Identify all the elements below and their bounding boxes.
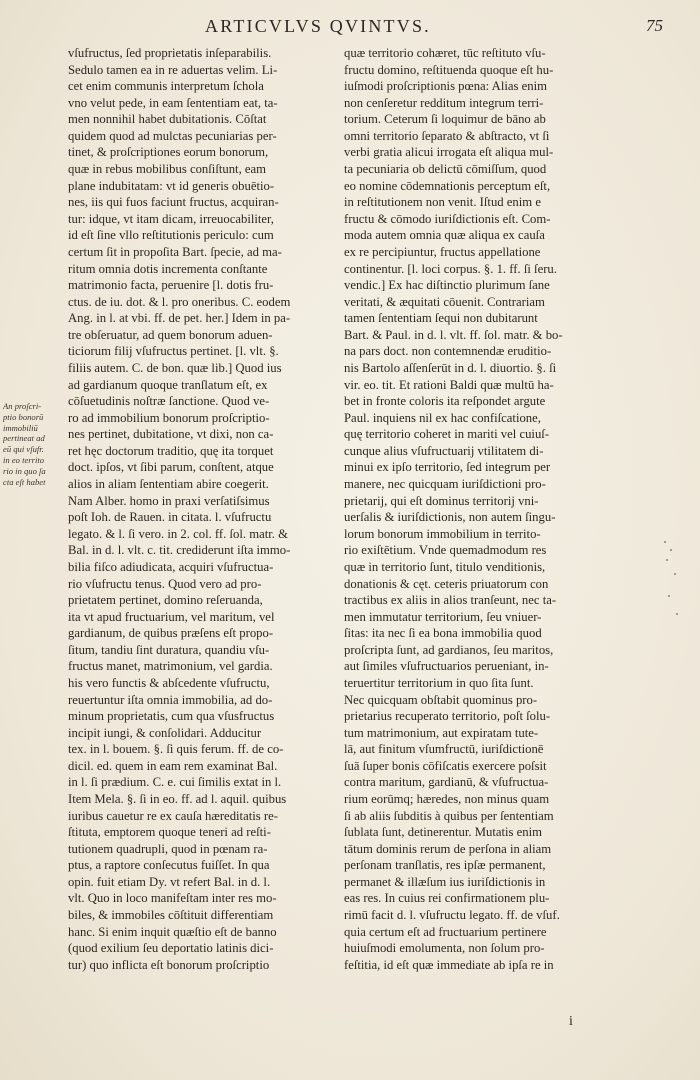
text-line: proſcripta ſunt, ad gardianos, ſeu maritos, xyxy=(344,642,554,657)
text-line: id eſt ſine vllo reſtitutionis periculo: cum xyxy=(68,228,274,243)
text-line: poſt Ioh. de Rauen. in citata. l. vſufructu xyxy=(68,510,272,525)
text-line: tur: idque, vt itam dicam, irreuocabiliter, xyxy=(68,211,274,226)
text-line: men immutatur territorium, ſeu vniuer- xyxy=(344,609,542,624)
text-line: teruertitur territorium in quo ſita ſunt. xyxy=(344,675,534,690)
margin-note-line: pertineat ad xyxy=(3,433,45,444)
text-line: continentur. [l. loci corpus. §. 1. ff. ſi ſeru. xyxy=(344,261,557,276)
text-line: iuſmodi proſcriptionis pœna: Alias enim xyxy=(344,79,547,94)
text-line: iuribus cauetur re ex cauſa hæreditatis re- xyxy=(68,808,278,823)
text-line: ſi ab aliis ſubditis à quibus per ſententiam xyxy=(344,808,554,823)
right-text-column xyxy=(344,45,622,973)
text-line: (quod exilium ſeu deportatio latinis dici- xyxy=(68,941,274,956)
text-line: Bart. & Paul. in d. l. vlt. ff. ſol. matr. & bo- xyxy=(344,327,563,342)
text-line: ritum omnia dotis incrementa conſtante xyxy=(68,261,268,276)
text-line: plane indubitatam: vt id generis obuētio- xyxy=(68,178,275,193)
text-line: lā, aut finitum vſumfructū, iuriſdictionē xyxy=(344,742,544,757)
text-line: ſuā ſuper bonis cōfiſcatis exercere poſsit xyxy=(344,758,547,773)
text-line: Bal. in d. l. vlt. c. tit. crediderunt iſta immo- xyxy=(68,543,291,558)
text-line: fructu & cōmodo iuriſdictionis eſt. Com- xyxy=(344,211,551,226)
text-line: nes pertinet, dubitatione, vt dixi, non ca- xyxy=(68,427,274,442)
text-line: prietatem pertinet, domino reſeruanda, xyxy=(68,593,263,608)
text-line: tamen ſententiam ſequi non dubitarunt xyxy=(344,311,538,326)
text-line: quæ in territorio ſunt, titulo venditionis, xyxy=(344,559,546,574)
text-line: tum matrimonium, aut expiratam tute- xyxy=(344,725,539,740)
text-line: ta pecuniaria ob delictū cōmiſſum, quod xyxy=(344,162,547,177)
text-line: Paul. inquiens nil ex hac confiſcatione, xyxy=(344,410,541,425)
text-line: eas res. In cuius rei confirmationem plu- xyxy=(344,891,550,906)
text-line: vendic.] Ex hac diſtinctio plurimum ſane xyxy=(344,278,550,293)
text-line: nis Bartolo aſſenſerūt in d. l. diuortio. §. ſi xyxy=(344,360,557,375)
text-line: ret hęc doctorum traditio, quę ita torquet xyxy=(68,443,274,458)
text-line: bet in fronte coloris ita reſpondet argute xyxy=(344,394,546,409)
text-line: quę territorio coheret in mariti vel cuiuſ- xyxy=(344,427,550,442)
text-line: omni territorio ſeparato & abſtracto, vt ſi xyxy=(344,128,550,143)
text-line: opin. fuit etiam Dy. vt refert Bal. in d. l. xyxy=(68,874,271,889)
text-line: Sedulo tamen ea in re aduertas velim. Li- xyxy=(68,62,278,77)
text-line: tutionem quadrupli, quod in pœnam ra- xyxy=(68,841,268,856)
text-line: alios in aliam ſententiam abire coegerit. xyxy=(68,477,269,492)
text-line: quia certum eſt ad fructuarium pertinere xyxy=(344,924,547,939)
text-line: incipit iungi, & conſolidari. Adducitur xyxy=(68,725,262,740)
text-line: rio vſufructu tenus. Quod vero ad pro- xyxy=(68,576,262,591)
margin-note-line: An proſcri- xyxy=(3,401,42,411)
text-line: certum ſit in propoſita Bart. ſpecie, ad ma- xyxy=(68,244,282,259)
text-line: his vero functis & abſcedente vſufructu, xyxy=(68,675,270,690)
text-line: tātum dominis rerum de perſona in aliam xyxy=(344,841,552,856)
text-line: tractibus ex aliis in alios tranſeunt, nec ta- xyxy=(344,593,557,608)
text-line: nes, iis qui fuos faciunt fructus, acquiran- xyxy=(68,195,279,210)
text-line: in l. ſi prædium. C. e. cui ſimilis extat in l. xyxy=(68,775,282,790)
text-line: in reſtitutionem non venit. Iſtud enim e xyxy=(344,195,541,210)
text-line: lorum bonorum immobilium in territo- xyxy=(344,526,541,541)
margin-note-line: ptio bonorū xyxy=(3,411,44,422)
text-line: donationis & cęt. ceteris priuatorum con xyxy=(344,576,549,591)
text-line: Nam Alber. homo in praxi verſatiſsimus xyxy=(68,493,270,508)
text-line: aut ſimiles vſufructuarios perueniant, in- xyxy=(344,659,549,674)
text-line: Nec quicquam obſtabit quominus pro- xyxy=(344,692,538,707)
text-line: quidem quod ad mulctas pecuniarias per- xyxy=(68,128,277,143)
text-line: uerſalis & iuriſdictionis, non autem ſingu- xyxy=(344,510,556,525)
text-line: prietarij, qui eſt dominus territorij vni- xyxy=(344,493,539,508)
marginal-note xyxy=(3,401,67,487)
margin-note-line: rio in quo ſa xyxy=(3,465,46,476)
text-line: ſitum, tandiu ſint duratura, quandiu vſu- xyxy=(68,642,270,657)
text-line: tinet, & proſcriptiones eorum bonorum, xyxy=(68,145,269,160)
text-line: tex. in l. bouem. §. ſi quis ferum. ff. de co- xyxy=(68,742,284,757)
text-line: matrimonio facta, peruenire [l. dotis fru- xyxy=(68,278,274,293)
text-line: vno velut pede, in eam ſententiam eat, ta- xyxy=(68,95,278,110)
text-line: doct. ipſos, vt ſibi parum, conſtent, atque xyxy=(68,460,274,475)
page-number: 75 xyxy=(646,16,663,35)
text-line: tre obſeruatur, ad quem bonorum aduen- xyxy=(68,327,273,342)
text-line: ſublata ſunt, detinerentur. Mutatis enim xyxy=(344,825,543,840)
text-line: vir. eo. tit. Et rationi Baldi quæ multū ha- xyxy=(344,377,554,392)
text-line: reuertuntur iſta omnia immobilia, ad do- xyxy=(68,692,273,707)
text-line: ſtituta, emptorem quoque teneri ad reſti- xyxy=(68,825,271,840)
text-line: legato. & l. ſi vero. in 2. col. ff. ſol. matr. & xyxy=(68,526,288,541)
text-line: moda autem omnia quæ aliqua ex cauſa xyxy=(344,228,545,243)
text-line: cunque alius vſufructuarij vtilitatem di- xyxy=(344,443,544,458)
margin-note-line: in eo territo xyxy=(3,454,45,465)
text-line: ctus. de iu. dot. & l. pro oneribus. C. eodem xyxy=(68,294,291,309)
text-line: fructus manet, matrimonium, vel gardia. xyxy=(68,659,273,674)
text-line: contra maritum, gardianū, & vſufructua- xyxy=(344,775,549,790)
text-line: eo nomine cōdemnationis perceptum eſt, xyxy=(344,178,551,193)
text-line: Item Mela. §. ſi in eo. ff. ad l. aquil. quibus xyxy=(68,792,287,807)
text-line: vlt. Quo in loco manifeſtam inter res mo- xyxy=(68,891,277,906)
signature-mark: i xyxy=(569,1014,573,1029)
running-title: ARTICVLVS QVINTVS. xyxy=(205,16,431,36)
text-line: quæ territorio cohæret, tūc reſtituto vſu- xyxy=(344,46,546,60)
text-line: rium eorūmq; hæredes, non minus quam xyxy=(344,792,550,807)
text-line: verbi gratia alicui irrogata eſt aliqua mul- xyxy=(344,145,554,160)
text-line: minui ex ipſo territorio, ſed integrum per xyxy=(344,460,551,475)
text-line: men nonnihil habet dubitationis. Cōſtat xyxy=(68,112,267,127)
text-line: rimū facit d. l. vſufructu legato. ff. de vſuf. xyxy=(344,908,560,923)
text-line: biles, & immobiles cōſtituit differentiam xyxy=(68,908,274,923)
margin-note-line: immobiliū xyxy=(3,422,38,433)
text-line: ex re percipiuntur, fructus appellatione xyxy=(344,244,541,259)
text-line: na pars doct. non contemnendæ eruditio- xyxy=(344,344,552,359)
text-line: minum proprietatis, cum qua vſusfructus xyxy=(68,709,275,724)
text-line: fructu domino, reſtituenda quoque eſt hu- xyxy=(344,62,554,77)
paper-specks xyxy=(660,535,690,635)
text-line: Ang. in l. at vbi. ff. de pet. her.] Idem in pa- xyxy=(68,311,291,326)
margin-note-line: eū qui vſufr. xyxy=(3,444,44,455)
text-line: gardianum, de quibus præſens eſt propo- xyxy=(68,626,274,641)
text-line: rio exiſtētium. Vnde quemadmodum res xyxy=(344,543,547,558)
text-line: veritati, & æquitati cōuenit. Contrariam xyxy=(344,294,545,309)
text-line: filiis autem. C. de bon. quæ lib.] Quod ius xyxy=(68,360,282,375)
text-line: huiuſmodi emolumenta, non ſolum pro- xyxy=(344,941,545,956)
text-line: ad gardianum quoque tranſlatum eſt, ex xyxy=(68,377,268,392)
text-line: tur) quo inflicta eſt bonorum proſcriptio xyxy=(68,957,270,972)
text-line: prietarius recuperato territorio, poſt ſolu- xyxy=(344,709,551,724)
margin-note-line: cta eſt habet xyxy=(3,476,46,487)
text-line: dicil. ed. quem in eam rem examinat Bal. xyxy=(68,758,278,773)
text-line: ro ad immobilium bonorum proſcriptio- xyxy=(68,410,270,425)
text-line: torium. Ceterum ſi loquimur de bāno ab xyxy=(344,112,546,127)
running-head xyxy=(0,14,700,40)
text-line: ticiorum filij vſufructus pertinet. [l. vlt. §. xyxy=(68,344,279,359)
text-line: non cenſeretur redditum integrum terri- xyxy=(344,95,544,110)
text-line: ita vt apud fructuarium, vel maritum, vel xyxy=(68,609,275,624)
text-line: perſonam tranſlatis, res ipſæ permanent, xyxy=(344,858,546,873)
text-line: quæ in rebus mobilibus conſiſtunt, eam xyxy=(68,162,267,177)
text-line: hanc. Si enim inquit quæſtio eſt de banno xyxy=(68,924,277,939)
text-line: permanet & illæſum ius iuriſdictionis in xyxy=(344,874,546,889)
text-line: bilia fiſco adiudicata, acquiri vſufructua- xyxy=(68,559,274,574)
text-line: vſufructus, ſed proprietatis inſeparabilis. xyxy=(68,46,272,60)
text-line: manere, nec quicquam iuriſdictioni pro- xyxy=(344,477,546,492)
text-line: cōſuetudinis noſtræ ſanctione. Quod ve- xyxy=(68,394,270,409)
left-text-column xyxy=(68,45,336,973)
text-line: feſtitia, id eſt quæ immediate ab ipſa re in xyxy=(344,957,554,972)
text-line: ſitas: ita nec ſi ea bona immobilia quod xyxy=(344,626,542,641)
text-line: cet enim communis interpretum ſchola xyxy=(68,79,264,94)
text-line: ptus, a raptore conſecutus fuiſſet. In qua xyxy=(68,858,270,873)
